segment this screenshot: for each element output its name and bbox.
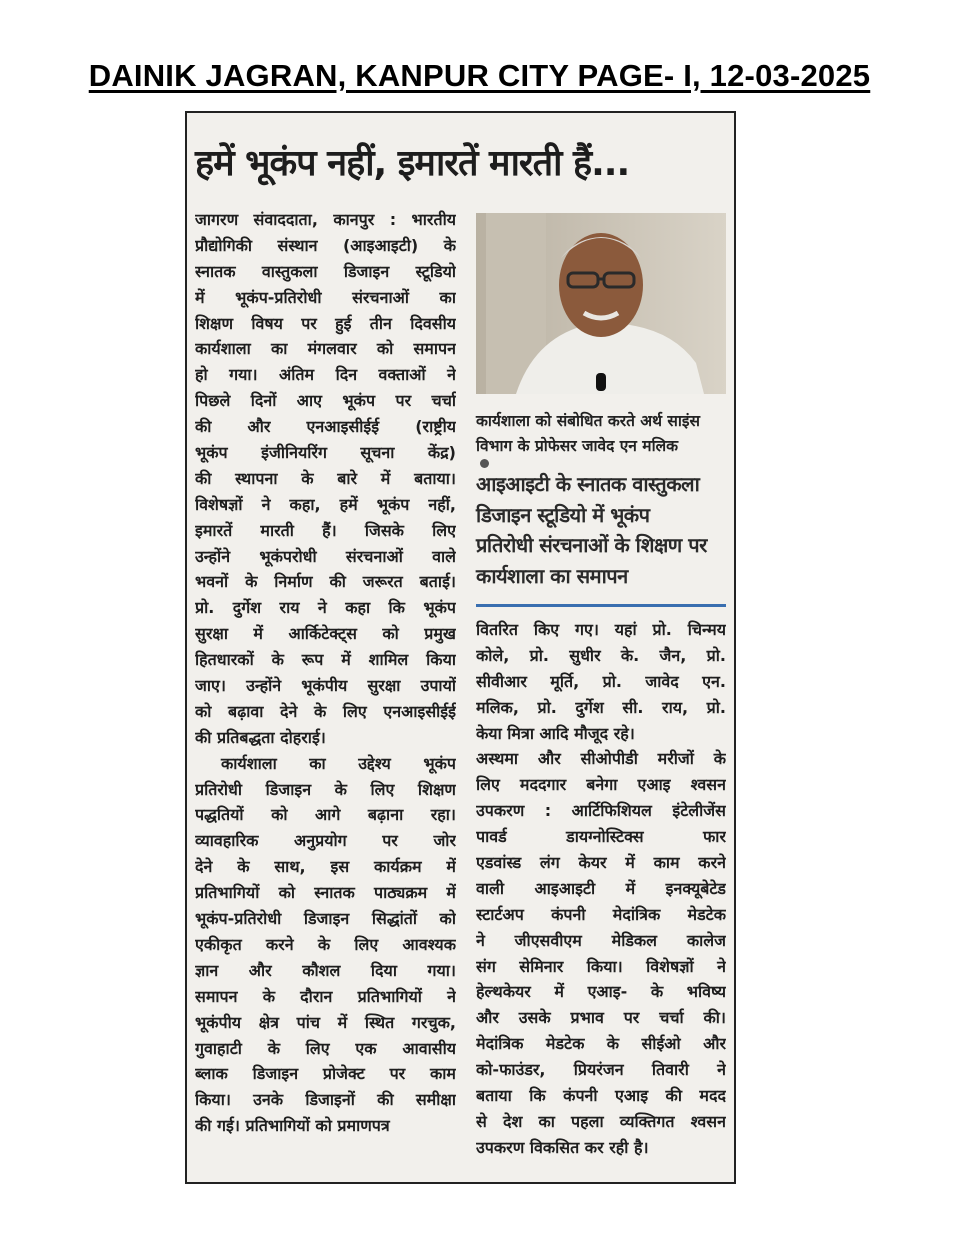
article-line: ज्ञान और कौशल दिया गया। — [195, 960, 456, 980]
article-line: को-फाउंडर, प्रियरंजन तिवारी ने — [476, 1060, 726, 1080]
article-line: एकीकृत करने के लिए आवश्यक — [195, 934, 456, 954]
article-line: हितधारकों के रूप में शामिल किया — [195, 650, 456, 670]
article-line: प्रौद्योगिकी संस्थान (आइआइटी) के — [195, 235, 456, 255]
article-line: मेदांत्रिक मेडटेक के सीईओ और — [476, 1034, 726, 1054]
article-line: गुवाहाटी के लिए एक आवासीय — [195, 1038, 456, 1058]
article-line: उपकरण विकसित कर रही है। — [476, 1137, 649, 1157]
deck-line: आइआइटी के स्नातक वास्तुकला — [476, 472, 700, 496]
article-line: भूकंप इंजीनियरिंग सूचना केंद्र) — [195, 443, 456, 463]
article-line: पावर्ड डायग्नोस्टिक्स फार — [476, 827, 726, 847]
article-line: जागरण संवाददाता, कानपुर : भारतीय — [195, 210, 456, 229]
article-line: विशेषज्ञों ने कहा, हमें भूकंप नहीं, — [195, 494, 456, 514]
article-line: स्नातक वास्तुकला डिजाइन स्टूडियो — [195, 261, 456, 281]
photo-caption — [476, 409, 726, 468]
article-line: ब्लाक डिजाइन प्रोजेक्ट पर काम — [195, 1064, 456, 1084]
left-column — [195, 207, 456, 1139]
article-line: की प्रतिबद्धता दोहराई। — [195, 727, 326, 747]
article-line: देने के साथ, इस कार्यक्रम में — [195, 857, 456, 877]
article-line: प्रतिभागियों को स्नातक पाठ्यक्रम में — [195, 883, 456, 903]
article-line: कार्यशाला का उद्देश्य भूकंप — [221, 753, 456, 773]
article-line: की गई। प्रतिभागियों को प्रमाणपत्र — [195, 1116, 390, 1136]
article-line: किया। उनके डिजाइनों की समीक्षा — [195, 1090, 456, 1110]
article-line: की और एनआइसीईई (राष्ट्रीय — [195, 417, 456, 437]
article-line: जाए। उन्होंने भूकंपीय सुरक्षा उपायों — [195, 676, 456, 696]
right-column — [476, 617, 726, 1161]
deck-line: प्रतिरोधी संरचनाओं के शिक्षण पर — [476, 533, 707, 557]
article-line: संग सेमिनार किया। विशेषज्ञों ने — [476, 956, 726, 976]
article-line: समापन के दौरान प्रतिभागियों ने — [195, 986, 456, 1006]
article-line: सुरक्षा में आर्किटेक्ट्स को प्रमुख — [195, 624, 456, 644]
article-line: लिए मददगार बनेगा एआइ श्वसन — [476, 775, 726, 795]
article-line: स्टार्टअप कंपनी मेदांत्रिक मेडटेक — [476, 904, 726, 924]
caption-line: कार्यशाला को संबोधित करते अर्थ साइंस — [476, 412, 701, 430]
article-line: ने जीएसवीएम मेडिकल कालेज — [476, 930, 726, 950]
article-line: कार्यशाला का मंगलवार को समापन — [195, 339, 456, 359]
article-line: उपकरण : आर्टिफिशियल इंटेलीजेंस — [476, 801, 726, 821]
article-line: बताया कि कंपनी एआइ की मदद — [476, 1086, 726, 1106]
article-line: प्रतिरोधी डिजाइन के लिए शिक्षण — [195, 779, 456, 799]
article-line: एडवांस्ड लंग केयर में काम करने — [476, 853, 726, 873]
person-photo-icon — [476, 213, 726, 394]
article-line: और उसके प्रभाव पर चर्चा की। — [476, 1008, 726, 1028]
article-line: हो गया। अंतिम दिन वक्ताओं ने — [195, 365, 456, 385]
article-line: अस्थमा और सीओपीडी मरीजों के — [476, 749, 726, 769]
page-header: DAINIK JAGRAN, KANPUR CITY PAGE- I, 12-03-2025 — [88, 58, 871, 93]
article-line: सीवीआर मूर्ति, प्रो. जावेद एन. — [476, 671, 726, 691]
article-line: वितरित किए गए। यहां प्रो. चिन्मय — [476, 620, 726, 639]
news-clipping — [185, 111, 736, 1184]
article-line: को बढ़ावा देने के लिए एनआइसीईई — [195, 701, 456, 721]
article-line: मलिक, प्रो. दुर्गेश सी. राय, प्रो. — [476, 697, 726, 717]
article-line: उन्होंने भूकंपरोधी संरचनाओं वाले — [195, 546, 456, 566]
deck-subheadline — [476, 469, 726, 591]
article-line: से देश का पहला व्यक्तिगत श्वसन — [476, 1111, 726, 1131]
article-line: हेल्थकेयर में एआइ- के भविष्य — [476, 982, 726, 1002]
article-line: भूकंपीय क्षेत्र पांच में स्थित गरचुक, — [195, 1012, 456, 1032]
article-line: प्रो. दुर्गेश राय ने कहा कि भूकंप — [195, 598, 456, 618]
deck-line: कार्यशाला का समापन — [476, 563, 628, 588]
article-line: पद्धतियों को आगे बढ़ाना रहा। — [195, 805, 456, 825]
article-line: इमारतें मारती हैं। जिसके लिए — [195, 520, 456, 540]
article-line: वाली आइआइटी में इनक्यूबेटेड — [476, 878, 726, 898]
divider-rule — [476, 604, 726, 607]
article-line: भवनों के निर्माण की जरूरत बताई। — [195, 572, 456, 592]
headline: हमें भूकंप नहीं, इमारतें मारती हैं... — [195, 143, 630, 184]
article-line: पिछले दिनों आए भूकंप पर चर्चा — [195, 391, 456, 411]
deck-line: डिजाइन स्टूडियो में भूकंप — [476, 502, 650, 527]
article-line: में भूकंप-प्रतिरोधी संरचनाओं का — [195, 287, 456, 307]
article-line: कोले, प्रो. सुधीर के. जैन, प्रो. — [476, 645, 726, 665]
article-line: व्यावहारिक अनुप्रयोग पर जोर — [195, 831, 456, 851]
article-line: भूकंप-प्रतिरोधी डिजाइन सिद्धांतों को — [195, 909, 456, 929]
article-line: शिक्षण विषय पर हुई तीन दिवसीय — [195, 313, 456, 333]
article-line: की स्थापना के बारे में बताया। — [195, 468, 456, 488]
caption-line: विभाग के प्रोफेसर जावेद एन मलिक — [476, 434, 726, 468]
bullet-icon — [480, 459, 489, 468]
article-line: केया मित्रा आदि मौजूद रहे। — [476, 723, 635, 743]
